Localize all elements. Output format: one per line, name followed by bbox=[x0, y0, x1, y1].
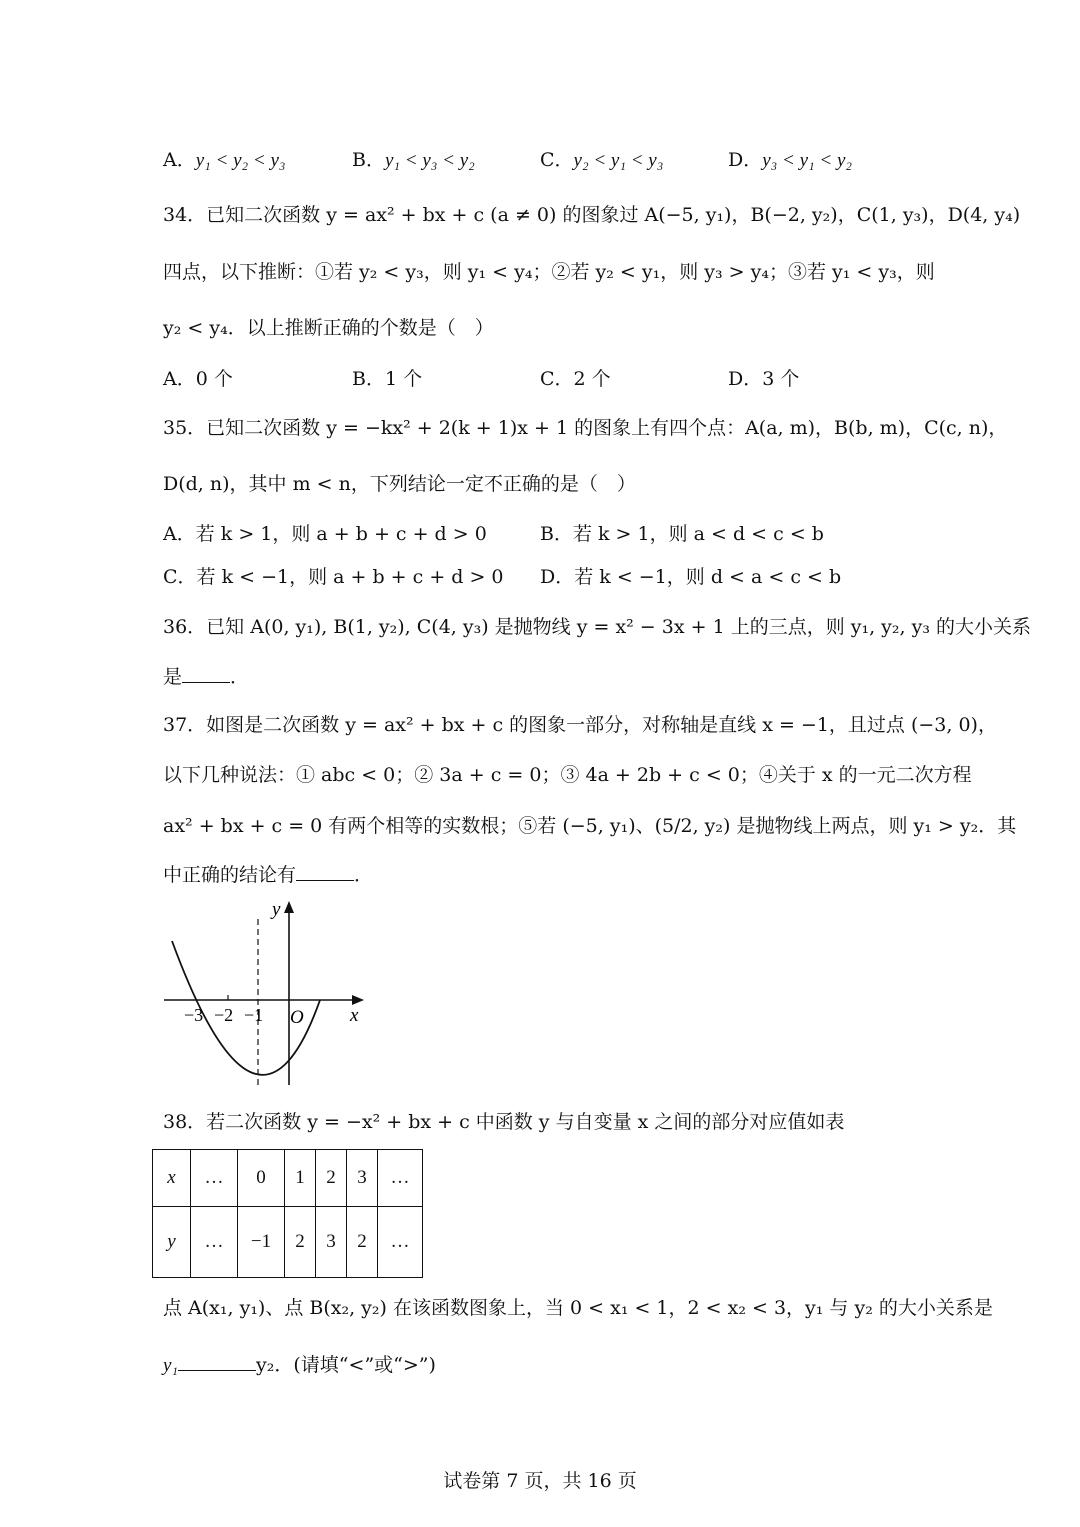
q36-stem-line1: 36．已知 A(0, y₁), B(1, y₂), C(4, y₃) 是抛物线 y = x² − 3x + 1 上的三点，则 y₁, y₂, y₃ 的大小关系 bbox=[163, 616, 1031, 638]
q34-stem-line1: 34．已知二次函数 y = ax² + bx + c (a ≠ 0) 的图象过 A(−5, y₁)，B(−2, y₂)，C(1, y₃)，D(4, y₄) bbox=[163, 204, 1021, 226]
q35-stem-line2: D(d, n)，其中 m < n，下列结论一定不正确的是（ ） bbox=[163, 473, 636, 495]
table-cell: … bbox=[191, 1207, 238, 1278]
table-cell: x bbox=[153, 1150, 191, 1207]
q35-option-c: C．若 k < −1，则 a + b + c + d > 0 bbox=[163, 566, 504, 588]
q36-stem-line2: 是 ． bbox=[163, 666, 250, 688]
x-axis-arrow-icon bbox=[352, 995, 364, 1005]
q33-option-d: D．y₃ < y₁ < y₂ bbox=[728, 149, 852, 171]
q34-stem-line3: y₂ < y₄．以上推断正确的个数是（ ） bbox=[163, 317, 494, 339]
table-cell: 2 bbox=[347, 1207, 378, 1278]
q38-stem-line1: 38．若二次函数 y = −x² + bx + c 中函数 y 与自变量 x 之间的部分对应值如表 bbox=[163, 1111, 845, 1133]
q33-option-b: B．y₁ < y₃ < y₂ bbox=[352, 149, 475, 171]
q35-option-b: B．若 k > 1，则 a < d < c < b bbox=[540, 523, 824, 545]
table-cell: 3 bbox=[316, 1207, 347, 1278]
table-cell: y bbox=[153, 1207, 191, 1278]
table-cell: 0 bbox=[238, 1150, 285, 1207]
tick-label-m3: −3 bbox=[184, 1005, 204, 1025]
table-cell: 1 bbox=[285, 1150, 316, 1207]
x-axis-label: x bbox=[350, 1005, 359, 1026]
table-cell: 2 bbox=[285, 1207, 316, 1278]
q35-option-a: A．若 k > 1，则 a + b + c + d > 0 bbox=[163, 523, 487, 545]
q37-stem-line1: 37．如图是二次函数 y = ax² + bx + c 的图象一部分，对称轴是直线 x = −1，且过点 (−3, 0)， bbox=[163, 714, 997, 736]
y-axis-arrow-icon bbox=[284, 901, 294, 913]
q34-option-b: B．1 个 bbox=[352, 368, 423, 390]
page-footer: 试卷第 7 页，共 16 页 bbox=[443, 1470, 637, 1492]
q34-option-a: A．0 个 bbox=[163, 368, 233, 390]
table-cell: 3 bbox=[347, 1150, 378, 1207]
origin-label: O bbox=[290, 1007, 304, 1028]
q36-answer-blank[interactable] bbox=[182, 664, 230, 683]
q38-stem-line2: 点 A(x₁, y₁)、点 B(x₂, y₂) 在该函数图象上，当 0 < x₁ < 1，2 < x₂ < 3，y₁ 与 y₂ 的大小关系是 bbox=[163, 1297, 993, 1319]
table-cell: … bbox=[378, 1207, 423, 1278]
table-row bbox=[153, 1150, 423, 1207]
y-axis-label: y bbox=[272, 899, 281, 920]
q33-option-c: C．y₂ < y₁ < y₃ bbox=[540, 149, 664, 171]
q37-stem-line4: 中正确的结论有 ． bbox=[163, 864, 374, 886]
table-cell: −1 bbox=[238, 1207, 285, 1278]
q37-stem-line2: 以下几种说法：① abc < 0；② 3a + c = 0；③ 4a + 2b + c < 0；④关于 x 的一元二次方程 bbox=[163, 764, 972, 786]
tick-label-m2: −2 bbox=[214, 1005, 234, 1025]
q37-answer-blank[interactable] bbox=[296, 862, 354, 881]
q37-parabola-graph bbox=[160, 895, 370, 1093]
q34-option-d: D．3 个 bbox=[728, 368, 800, 390]
q38-stem-line3: y₁ y₂．(请填“<”或“>”) bbox=[163, 1354, 436, 1376]
table-cell: … bbox=[378, 1150, 423, 1207]
table-cell: 2 bbox=[316, 1150, 347, 1207]
table-row bbox=[153, 1207, 423, 1278]
q34-stem-line2: 四点，以下推断：①若 y₂ < y₃，则 y₁ < y₄；②若 y₂ < y₁，则 y₃ > y₄；③若 y₁ < y₃，则 bbox=[163, 261, 935, 283]
table-cell: … bbox=[191, 1150, 238, 1207]
q37-stem-line3: ax² + bx + c = 0 有两个相等的实数根；⑤若 (−5, y₁)、(5/2, y₂) 是抛物线上两点，则 y₁ > y₂．其 bbox=[163, 815, 1017, 837]
q33-option-a: A．y₁ < y₂ < y₃ bbox=[163, 149, 286, 171]
q38-value-table bbox=[152, 1149, 423, 1278]
tick-label-m1: −1 bbox=[244, 1005, 264, 1025]
q35-option-d: D．若 k < −1，则 d < a < c < b bbox=[540, 566, 842, 588]
q35-stem-line1: 35．已知二次函数 y = −kx² + 2(k + 1)x + 1 的图象上有四个点：A(a, m)，B(b, m)，C(c, n)， bbox=[163, 417, 1008, 439]
q34-option-c: C．2 个 bbox=[540, 368, 611, 390]
q38-answer-blank[interactable] bbox=[178, 1352, 256, 1371]
